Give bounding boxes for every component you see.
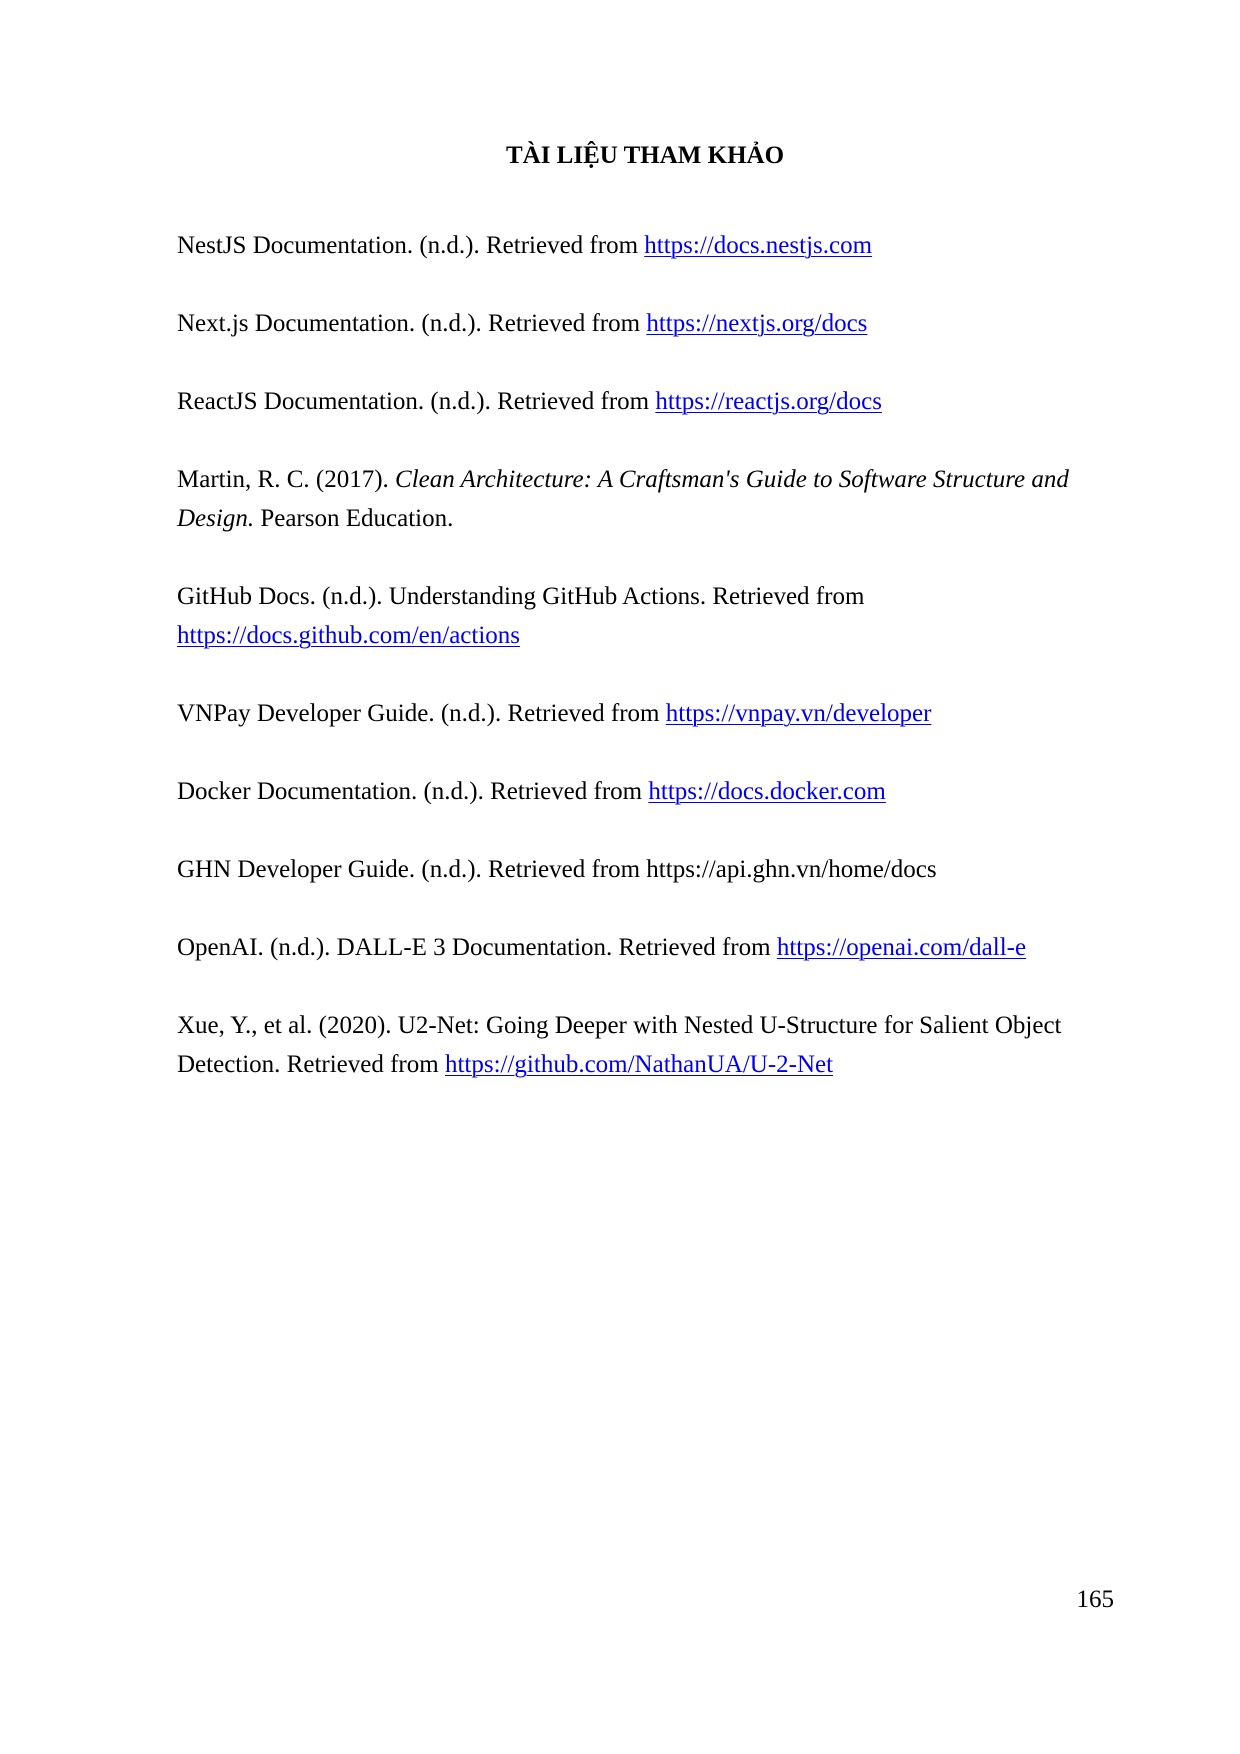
reference-text: GHN Developer Guide. (n.d.). Retrieved from https://api.ghn.vn/home/docs: [177, 856, 937, 883]
reference-text: ReactJS Documentation. (n.d.). Retrieved from: [177, 388, 656, 415]
reference-link[interactable]: https://nextjs.org/docs: [646, 310, 868, 337]
reference-item: [177, 694, 1121, 733]
reference-link[interactable]: https://vnpay.vn/developer: [665, 700, 932, 727]
reference-text: Docker Documentation. (n.d.). Retrieved from: [177, 778, 649, 805]
reference-item: [177, 382, 1121, 421]
reference-link[interactable]: https://docs.docker.com: [648, 778, 886, 805]
reference-item: [177, 928, 1121, 967]
reference-text: Xue, Y., et al. (2020). U2-Net: Going Deeper with Nested U-Structure for Salient Object Detection. Retrieved from: [177, 1012, 1068, 1078]
reference-text: NestJS Documentation. (n.d.). Retrieved from: [177, 232, 645, 259]
reference-link[interactable]: https://openai.com/dall-e: [776, 934, 1027, 961]
reference-text: GitHub Docs. (n.d.). Understanding GitHub Actions. Retrieved from: [177, 583, 871, 610]
reference-publisher: Pearson Education.: [254, 505, 454, 532]
reference-list: [177, 226, 1121, 1123]
reference-item: [177, 226, 1121, 265]
reference-book-title: Clean Architecture: A Craftsman's Guide to Software Structure and Design.: [177, 466, 1069, 532]
page-title: TÀI LIỆU THAM KHẢO: [505, 142, 785, 169]
reference-item: [177, 577, 1121, 655]
reference-text: Next.js Documentation. (n.d.). Retrieved from: [177, 310, 647, 337]
reference-item: [177, 1006, 1121, 1084]
reference-item: [177, 850, 1121, 889]
page-number: 165: [1076, 1586, 1114, 1613]
reference-text: OpenAI. (n.d.). DALL-E 3 Documentation. Retrieved from: [177, 934, 777, 961]
reference-item: [177, 460, 1121, 538]
reference-link[interactable]: https://reactjs.org/docs: [655, 388, 882, 415]
reference-link[interactable]: https://docs.nestjs.com: [644, 232, 873, 259]
reference-text: Martin, R. C. (2017).: [177, 466, 396, 493]
reference-item: [177, 304, 1121, 343]
reference-text: VNPay Developer Guide. (n.d.). Retrieved from: [177, 700, 666, 727]
reference-item: [177, 772, 1121, 811]
reference-link[interactable]: https://github.com/NathanUA/U-2-Net: [444, 1051, 834, 1078]
reference-link[interactable]: https://docs.github.com/en/actions: [177, 622, 521, 649]
